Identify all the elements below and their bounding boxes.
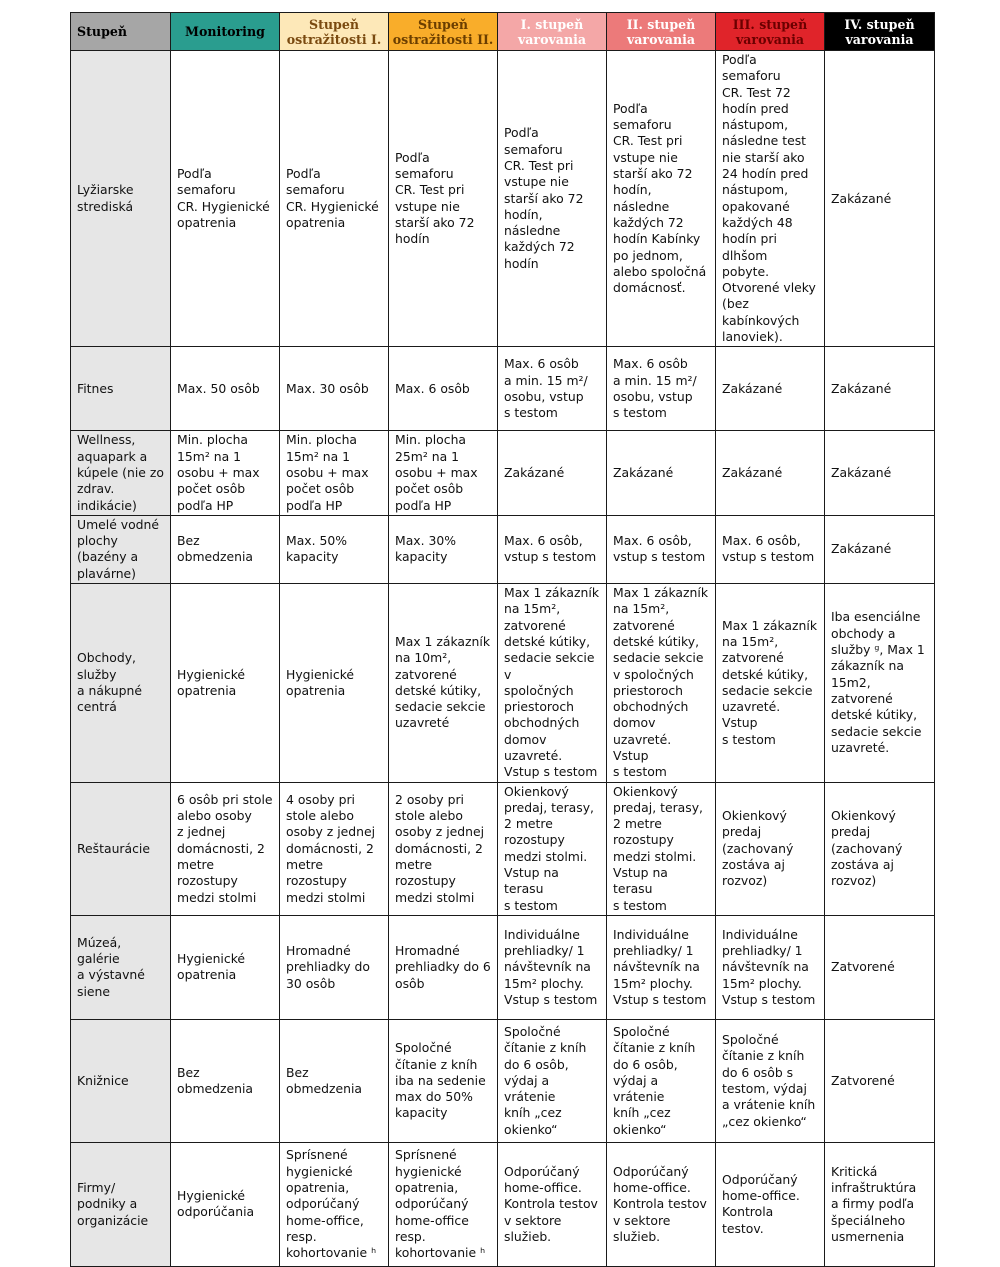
- row-header-label: Knižnice: [77, 1072, 129, 1088]
- table-cell: [498, 584, 607, 783]
- table-cell: [607, 915, 716, 1019]
- row-header: [71, 1142, 171, 1266]
- cell-text: Max. 6 osôb: [395, 380, 470, 396]
- row-header-label: Umelé vodné plochy (bazény a plavárne): [77, 516, 160, 581]
- table-cell: [825, 1019, 935, 1142]
- cell-text: 6 osôb pri stole alebo osoby z jednej domácnosti, 2 metre rozostupy medzi stolmi: [177, 791, 273, 905]
- col-header-ostrazitost-1: Stupeň ostražitosti I.: [280, 13, 389, 51]
- cell-text: Zakázané: [831, 190, 892, 206]
- table-cell: [280, 431, 389, 515]
- table-cell: [389, 431, 498, 515]
- table-cell: [498, 1019, 607, 1142]
- table-cell: [280, 51, 389, 347]
- table-cell: [716, 515, 825, 583]
- table-cell: [607, 1142, 716, 1266]
- cell-text: Sprísnené hygienické opatrenia, odporúčaný home-office, resp. kohortovanie ʰ: [286, 1147, 377, 1261]
- cell-text: Zakázané: [831, 380, 892, 396]
- measures-table: [70, 12, 935, 1267]
- row-header: [71, 782, 171, 915]
- table-cell: [280, 782, 389, 915]
- cell-text: Podľa semaforu CR. Test 72 hodín pred nástupom, následne test nie starší ako 24 hodín pred nástupom, opakované každých 48 hodín pri dlhšom pobyte. Otvorené vleky (bez kabínkových lanoviek).: [722, 52, 816, 345]
- table-cell: [389, 515, 498, 583]
- table-cell: [171, 1019, 280, 1142]
- cell-text: Okienkový predaj, terasy, 2 metre rozostupy medzi stolmi. Vstup na terasu s testom: [613, 783, 703, 913]
- table-cell: [280, 1142, 389, 1266]
- table-cell: [825, 915, 935, 1019]
- table-cell: [716, 431, 825, 515]
- table-cell: [171, 1142, 280, 1266]
- cell-text: Podľa semaforu CR. Hygienické opatrenia: [286, 166, 379, 230]
- row-header-label: Wellness, aquapark a kúpele (nie zo zdrav. indikácie): [77, 432, 164, 513]
- cell-text: Zakázané: [831, 541, 892, 557]
- row-header: [71, 51, 171, 347]
- cell-text: Max 1 zákazník na 15m², zatvorené detské kútiky, sedacie sekcie v spoločných priestoroch obchodných domov uzavreté. Vstup s testom: [504, 585, 599, 780]
- cell-text: Zatvorené: [831, 1072, 895, 1088]
- row-header-label: Lyžiarske strediská: [77, 182, 134, 214]
- cell-text: Podľa semaforu CR. Test pri vstupe nie starší ako 72 hodín: [395, 149, 475, 247]
- col-header-varovanie-3: III. stupeň varovania: [716, 13, 825, 51]
- table-row: [71, 51, 935, 347]
- table-cell: [498, 782, 607, 915]
- table-row: [71, 431, 935, 515]
- table-body: [71, 51, 935, 1267]
- table-row: [71, 347, 935, 431]
- table-cell: [498, 1142, 607, 1266]
- row-header: [71, 347, 171, 431]
- cell-text: Spoločné čítanie z kníh do 6 osôb, výdaj a vrátenie kníh „cez okienko“: [613, 1023, 696, 1137]
- table-cell: [280, 515, 389, 583]
- cell-text: Hygienické opatrenia: [286, 666, 355, 698]
- cell-text: Max. 30% kapacity: [395, 533, 457, 565]
- table-cell: [825, 782, 935, 915]
- cell-text: Individuálne prehliadky/ 1 návštevník na 15m² plochy. Vstup s testom: [613, 926, 707, 1007]
- table-cell: [389, 584, 498, 783]
- cell-text: Podľa semaforu CR. Test pri vstupe nie starší ako 72 hodín, následne každých 72 hodín: [504, 125, 584, 271]
- table-cell: [716, 915, 825, 1019]
- cell-text: 2 osoby pri stole alebo osoby z jednej domácnosti, 2 metre rozostupy medzi stolmi: [395, 791, 485, 905]
- cell-text: Max. 50 osôb: [177, 380, 260, 396]
- cell-text: Zatvorené: [831, 959, 895, 975]
- cell-text: Zakázané: [504, 464, 565, 480]
- cell-text: Min. plocha 25m² na 1 osobu + max počet osôb podľa HP: [395, 432, 478, 513]
- table-cell: [389, 782, 498, 915]
- cell-text: Okienkový predaj, terasy, 2 metre rozostupy medzi stolmi. Vstup na terasu s testom: [504, 783, 594, 913]
- table-cell: [498, 515, 607, 583]
- cell-text: Zakázané: [722, 380, 783, 396]
- cell-text: Zakázané: [722, 464, 783, 480]
- row-header: [71, 431, 171, 515]
- cell-text: Max 1 zákazník na 10m², zatvorené detské kútiky, sedacie sekcie uzavreté: [395, 633, 490, 731]
- table-cell: [498, 51, 607, 347]
- row-header-label: Firmy/ podniky a organizácie: [77, 1180, 149, 1228]
- cell-text: Max. 50% kapacity: [286, 533, 348, 565]
- row-header: [71, 515, 171, 583]
- cell-text: Odporúčaný home-office. Kontrola testov.: [722, 1171, 800, 1236]
- table-cell: [716, 1142, 825, 1266]
- cell-text: Zakázané: [831, 464, 892, 480]
- cell-text: Kritická infraštruktúra a firmy podľa špeciálneho usmernenia: [831, 1163, 917, 1244]
- table-row: [71, 915, 935, 1019]
- table-cell: [607, 51, 716, 347]
- table-cell: [607, 515, 716, 583]
- row-header: [71, 915, 171, 1019]
- table-cell: [607, 347, 716, 431]
- col-header-varovanie-2: II. stupeň varovania: [607, 13, 716, 51]
- table-cell: [280, 915, 389, 1019]
- table-cell: [716, 782, 825, 915]
- table-row: [71, 584, 935, 783]
- table-row: [71, 1142, 935, 1266]
- cell-text: Spoločné čítanie z kníh do 6 osôb, výdaj a vrátenie kníh „cez okienko“: [504, 1023, 587, 1137]
- table-cell: [280, 347, 389, 431]
- table-cell: [607, 584, 716, 783]
- cell-text: Bez obmedzenia: [177, 1064, 254, 1096]
- table-cell: [280, 584, 389, 783]
- table-cell: [498, 347, 607, 431]
- cell-text: Bez obmedzenia: [286, 1064, 363, 1096]
- col-header-ostrazitost-2: Stupeň ostražitosti II.: [389, 13, 498, 51]
- cell-text: Iba esenciálne obchody a služby ᵍ, Max 1 zákazník na 15m2, zatvorené detské kútiky, sedacie sekcie uzavreté.: [831, 609, 925, 755]
- cell-text: Hygienické odporúčania: [177, 1188, 255, 1220]
- cell-text: Max. 6 osôb a min. 15 m²/ osobu, vstup s testom: [613, 356, 697, 421]
- cell-text: Zakázané: [613, 464, 674, 480]
- table-cell: [607, 782, 716, 915]
- cell-text: Hromadné prehliadky do 6 osôb: [395, 943, 491, 991]
- table-cell: [389, 1142, 498, 1266]
- col-header-varovanie-1: I. stupeň varovania: [498, 13, 607, 51]
- row-header-label: Múzeá, galérie a výstavné siene: [77, 934, 145, 999]
- row-header-label: Reštaurácie: [77, 840, 151, 856]
- table-cell: [607, 1019, 716, 1142]
- table-cell: [280, 1019, 389, 1142]
- row-header: [71, 584, 171, 783]
- col-header-varovanie-4: IV. stupeň varovania: [825, 13, 935, 51]
- table-cell: [716, 584, 825, 783]
- table-cell: [825, 51, 935, 347]
- cell-text: Min. plocha 15m² na 1 osobu + max počet osôb podľa HP: [177, 432, 260, 513]
- cell-text: Max. 6 osôb a min. 15 m²/ osobu, vstup s testom: [504, 356, 588, 421]
- cell-text: Okienkový predaj (zachovaný zostáva aj rozvoz): [831, 808, 903, 889]
- table-cell: [171, 584, 280, 783]
- table-row: [71, 782, 935, 915]
- table-cell: [498, 431, 607, 515]
- cell-text: Max 1 zákazník na 15m², zatvorené detské kútiky, sedacie sekcie uzavreté. Vstup s testom: [722, 617, 817, 747]
- table-cell: [171, 431, 280, 515]
- cell-text: Podľa semaforu CR. Hygienické opatrenia: [177, 166, 270, 230]
- cell-text: Podľa semaforu CR. Test pri vstupe nie starší ako 72 hodín, následne každých 72 hodín Kabínky po jednom, alebo spoločná domácnosť.: [613, 100, 707, 296]
- col-header-stupen: Stupeň: [71, 13, 171, 51]
- table-cell: [716, 347, 825, 431]
- row-header-label: Fitnes: [77, 380, 114, 396]
- cell-text: Max 1 zákazník na 15m², zatvorené detské kútiky, sedacie sekcie v spoločných priestoroch obchodných domov uzavreté. Vstup s testom: [613, 585, 708, 780]
- table-cell: [825, 431, 935, 515]
- table-cell: [825, 1142, 935, 1266]
- cell-text: Hygienické opatrenia: [177, 666, 246, 698]
- cell-text: Min. plocha 15m² na 1 osobu + max počet osôb podľa HP: [286, 432, 369, 513]
- cell-text: Max. 6 osôb, vstup s testom: [613, 533, 706, 565]
- row-header-label: Obchody, služby a nákupné centrá: [77, 650, 142, 715]
- table-cell: [389, 347, 498, 431]
- cell-text: Spoločné čítanie z kníh do 6 osôb s testom, výdaj a vrátenie kníh „cez okienko“: [722, 1032, 816, 1129]
- cell-text: Hromadné prehliadky do 30 osôb: [286, 943, 370, 991]
- cell-text: Individuálne prehliadky/ 1 návštevník na 15m² plochy. Vstup s testom: [722, 926, 816, 1007]
- cell-text: Hygienické opatrenia: [177, 951, 246, 983]
- table-cell: [389, 915, 498, 1019]
- cell-text: Spoločné čítanie z kníh iba na sedenie max do 50% kapacity: [395, 1040, 486, 1121]
- cell-text: Odporúčaný home-office. Kontrola testov v sektore služieb.: [613, 1163, 707, 1244]
- cell-text: Odporúčaný home-office. Kontrola testov v sektore služieb.: [504, 1163, 598, 1244]
- table-row: [71, 515, 935, 583]
- table-cell: [825, 515, 935, 583]
- row-header: [71, 1019, 171, 1142]
- table-cell: [825, 347, 935, 431]
- table-cell: [716, 1019, 825, 1142]
- table-cell: [171, 515, 280, 583]
- cell-text: Bez obmedzenia: [177, 533, 254, 565]
- table-cell: [607, 431, 716, 515]
- table-cell: [171, 915, 280, 1019]
- cell-text: Sprísnené hygienické opatrenia, odporúčaný home-office resp. kohortovanie ʰ: [395, 1147, 486, 1261]
- table-cell: [389, 51, 498, 347]
- cell-text: Individuálne prehliadky/ 1 návštevník na 15m² plochy. Vstup s testom: [504, 926, 598, 1007]
- table-cell: [171, 782, 280, 915]
- table-cell: [498, 915, 607, 1019]
- table-cell: [389, 1019, 498, 1142]
- table-cell: [171, 347, 280, 431]
- table-cell: [825, 584, 935, 783]
- table-cell: [716, 51, 825, 347]
- header-row: [71, 13, 935, 51]
- cell-text: Max. 6 osôb, vstup s testom: [504, 533, 597, 565]
- cell-text: Max. 6 osôb, vstup s testom: [722, 533, 815, 565]
- cell-text: 4 osoby pri stole alebo osoby z jednej domácnosti, 2 metre rozostupy medzi stolmi: [286, 791, 376, 905]
- cell-text: Max. 30 osôb: [286, 380, 369, 396]
- col-header-monitoring: Monitoring: [171, 13, 280, 51]
- table-cell: [171, 51, 280, 347]
- cell-text: Okienkový predaj (zachovaný zostáva aj rozvoz): [722, 808, 794, 889]
- table-row: [71, 1019, 935, 1142]
